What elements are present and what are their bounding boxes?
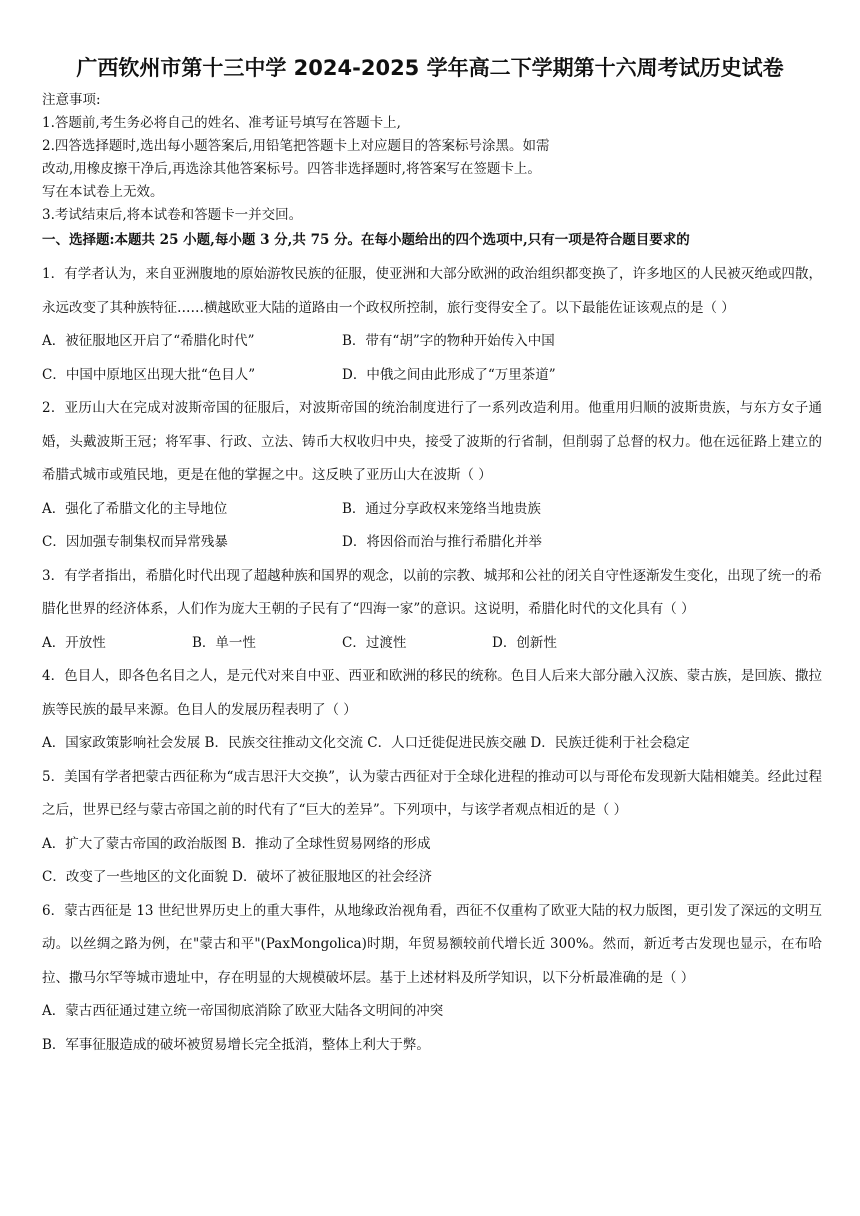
note-line: 写在本试卷上无效。 [42, 184, 164, 200]
question-stem-2: 2．亚历山大在完成对波斯帝国的征服后，对波斯帝国的统治制度进行了一系列改造利用。他重用归顺的波斯贵族，与东方女子通婚，头戴波斯王冠；将军事、行政、立法、铸币大权收归中央，接受了波斯的行省制，但削弱了总督的权力。他在远征路上建立的希腊式城市或殖民地，更是在他的掌握之中。这反映了亚历山大在波斯（ ） [42, 400, 822, 483]
question-stem-6: 6．蒙古西征是 13 世纪世界历史上的重大事件，从地缘政治视角看，西征不仅重构了欧亚大陆的权力版图，更引发了深远的文明互动。以丝绸之路为例，在"蒙古和平"(PaxMongolica)时期，年贸易额较前代增长近 300%。然而，新近考古发现也显示，在布哈拉、撒马尔罕等城市遗址中，存在明显的大规模破坏层。基于上述材料及所学知识，以下分析最准确的是（ ） [42, 902, 822, 986]
option-a: A．被征服地区开启了“希腊化时代” [42, 333, 255, 349]
notes-heading: 注意事项: [42, 92, 101, 108]
question-stem-5: 5．美国有学者把蒙古西征称为“成吉思汗大交换”，认为蒙古西征对于全球化进程的推动可以与哥伦布发现新大陆相媲美。经此过程之后，世界已经与蒙古帝国之前的时代有了“巨大的差异”。下列项中，与该学者观点相近的是（ ） [42, 768, 822, 818]
option-c: C．中国中原地区出现大批“色目人” [42, 366, 256, 383]
option-a: A．开放性 [42, 634, 106, 651]
note-line: 2.四答选择题时,选出每小题答案后,用铅笔把答题卡上对应题目的答案标号涂黑。如需 [42, 138, 550, 154]
option-d: D．将因俗而治与推行希腊化并举 [342, 534, 542, 550]
questions-list [42, 258, 822, 1062]
option-d: D．创新性 [492, 634, 557, 651]
question-stem-4: 4．色目人，即各色名目之人，是元代对来自中亚、西亚和欧洲的移民的统称。色目人后来大部分融入汉族、蒙古族，是回族、撒拉族等民族的最早来源。色目人的发展历程表明了（ ） [42, 668, 822, 718]
question-stem-3: 3．有学者指出，希腊化时代出现了超越种族和国界的观念，以前的宗教、城邦和公社的闭关自守性逐渐发生变化，出现了统一的希腊化世界的经济体系，人们作为庞大王朝的子民有了“四海一家”的意识。这说明，希腊化时代的文化具有（ ） [42, 567, 822, 617]
options-line: A．扩大了蒙古帝国的政治版图 B．推动了全球性贸易网络的形成 [42, 835, 431, 852]
options-row [42, 627, 822, 661]
option-b: B．带有“胡”字的物种开始传入中国 [342, 333, 555, 349]
option-c: C．过渡性 [342, 634, 407, 651]
option-b: B．通过分享政权来笼络当地贵族 [342, 500, 541, 517]
options-line: A．蒙古西征通过建立统一帝国彻底消除了欧亚大陆各文明间的冲突 [42, 1003, 444, 1019]
options-line: B．军事征服造成的破坏被贸易增长完全抵消，整体上利大于弊。 [42, 1036, 430, 1053]
options-line: C．改变了一些地区的文化面貌 D．破坏了被征服地区的社会经济 [42, 869, 432, 885]
option-d: D．中俄之间由此形成了“万里茶道” [342, 366, 556, 383]
options-row [42, 359, 822, 393]
option-c: C．因加强专制集权而异常残暴 [42, 534, 228, 550]
options-row [42, 526, 822, 560]
exam-notes [42, 89, 822, 227]
options-row [42, 493, 822, 527]
note-line: 改动,用橡皮擦干净后,再选涂其他答案标号。四答非选择题时,将答案写在签题卡上。 [42, 161, 541, 177]
question-stem-1: 1．有学者认为，来自亚洲腹地的原始游牧民族的征服，使亚洲和大部分欧洲的政治组织都变换了，许多地区的人民被灭绝或四散，永远改变了其种族特征……横越欧亚大陆的道路由一个政权所控制，旅行变得安全了。以下最能佐证该观点的是（ ） [42, 266, 822, 316]
note-line: 3.考试结束后,将本试卷和答题卡一并交回。 [42, 207, 303, 223]
exam-title: 广西钦州市第十三中学 2024-2025 学年高二下学期第十六周考试历史试卷 [76, 56, 784, 80]
note-line: 1.答题前,考生务必将自己的姓名、准考证号填写在答题卡上, [42, 115, 401, 131]
option-a: A．强化了希腊文化的主导地位 [42, 500, 228, 517]
section-heading: 一、选择题:本题共 25 小题,每小题 3 分,共 75 分。在每小题给出的四个选项中,只有一项是符合题目要求的 [42, 232, 690, 248]
options-line: A．国家政策影响社会发展 B．民族交往推动文化交流 C．人口迁徙促进民族交融 D．民族迁徙利于社会稳定 [42, 735, 690, 751]
options-row [42, 325, 822, 359]
option-b: B．单一性 [192, 634, 256, 651]
